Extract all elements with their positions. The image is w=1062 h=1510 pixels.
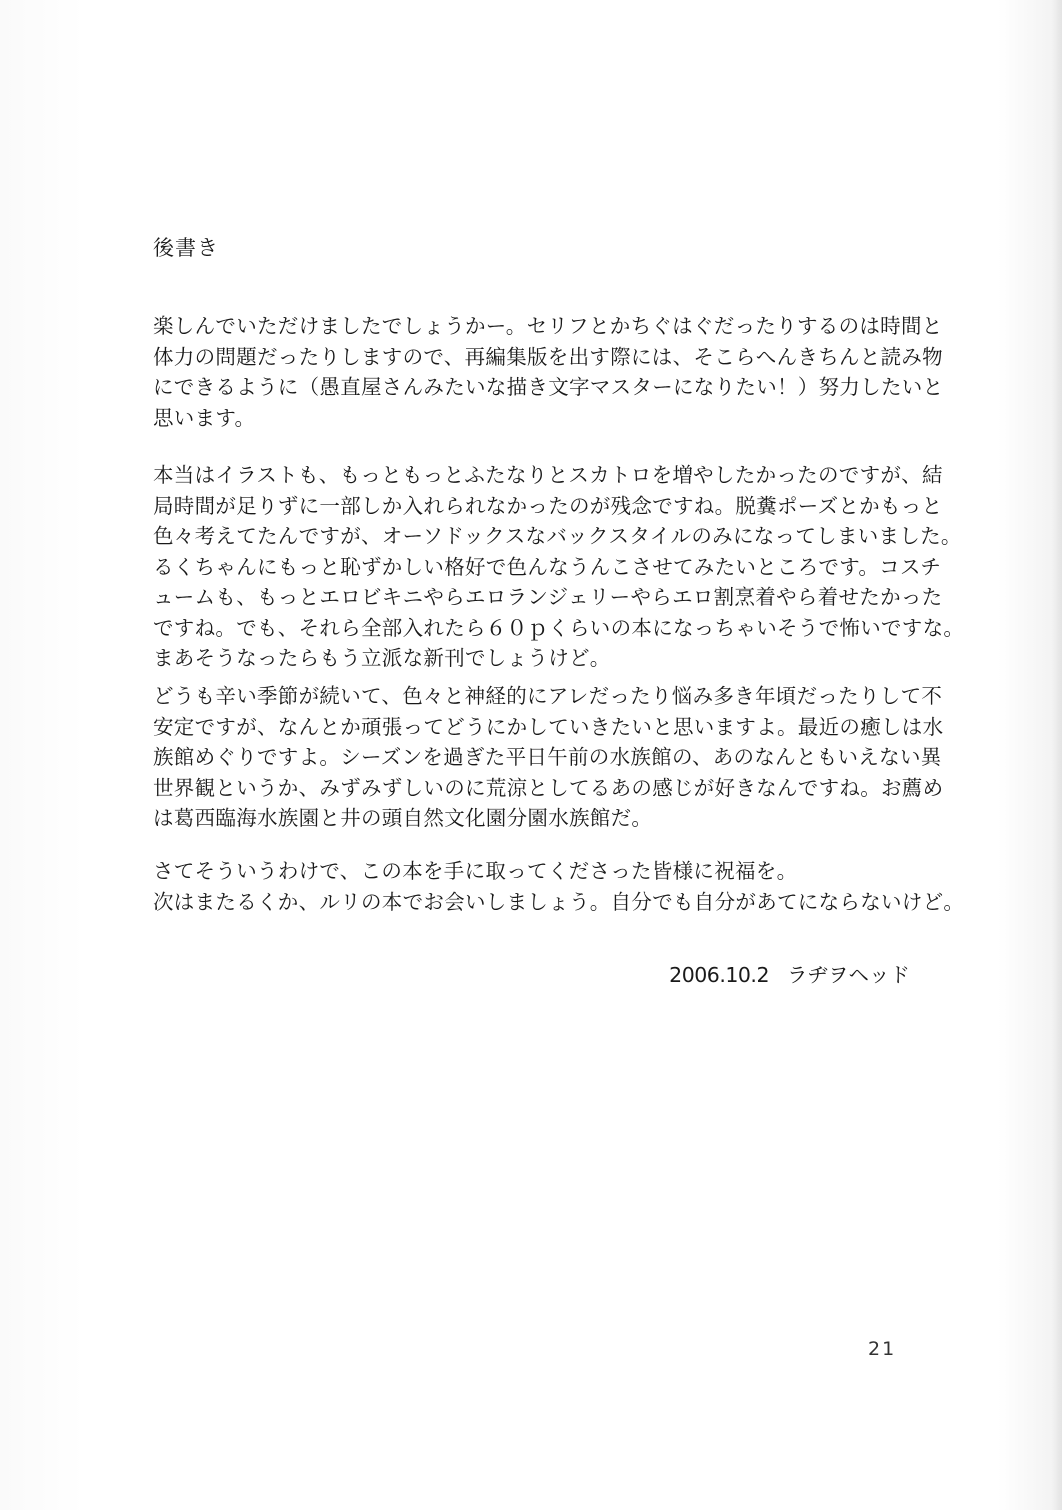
signature-author: ラヂヲヘッド (787, 963, 910, 987)
paragraph-line: ですね。でも、それら全部入れたら６０ｐくらいの本になっちゃいそうで怖いですな。 (153, 615, 965, 640)
paragraph-1 (153, 311, 944, 433)
binding-shadow (1052, 0, 1062, 1510)
paragraph-line: さてそういうわけで、この本を手に取ってくださった皆様に祝福を。 (153, 859, 798, 883)
paragraph-line: 世界観というか、みずみずしいのに荒涼としてるあの感じが好きなんですね。お薦め (153, 775, 944, 800)
page-number: 21 (868, 1338, 897, 1360)
paragraph-line: 族館めぐりですよ。シーズンを過ぎた平日午前の水族館の、あのなんともいえない異 (153, 745, 942, 769)
paragraph-line: まあそうなったらもう立派な新刊でしょうけど。 (153, 646, 611, 670)
paragraph-line: 色々考えてたんですが、オーソドックスなバックスタイルのみになってしまいました。 (153, 524, 962, 548)
paragraph-line: は葛西臨海水族園と井の頭自然文化園分園水族館だ。 (153, 806, 653, 830)
paragraph-line: 本当はイラストも、もっともっとふたなりとスカトロを増やしたかったのですが、結 (153, 463, 943, 487)
paragraph-2 (153, 460, 965, 674)
signature (669, 960, 910, 990)
signature-date: 2006.10.2 (669, 963, 769, 987)
paragraph-line: るくちゃんにもっと恥ずかしい格好で色んなうんこさせてみたいところです。コスチ (153, 554, 942, 579)
paragraph-line: 楽しんでいただけましたでしょうかー。セリフとかちぐはぐだったりするのは時間と (153, 314, 943, 338)
paragraph-line: ュームも、もっとエロビキニやらエロランジェリーやらエロ割烹着やら着せたかった (153, 585, 943, 609)
paragraph-line: 安定ですが、なんとか頑張ってどうにかしていきたいと思いますよ。最近の癒しは水 (153, 714, 944, 739)
afterword-heading: 後書き (153, 236, 219, 260)
paragraph-line: 次はまたるくか、ルリの本でお会いしましょう。自分でも自分があてにならないけど。 (153, 889, 965, 914)
paragraph-line: 局時間が足りずに一部しか入れられなかったのが残念ですね。脱糞ポーズとかもっと (153, 493, 943, 518)
paragraph-line: どうも辛い季節が続いて、色々と神経的にアレだったり悩み多き年頃だったりして不 (153, 684, 943, 708)
paragraph-line: にできるように（愚直屋さんみたいな描き文字マスターになりたい！）努力したいと (153, 375, 944, 399)
paragraph-line: 思います。 (153, 405, 256, 430)
paragraph-line: 体力の問題だったりしますので、再編集版を出す際には、そこらへんきちんと読み物 (153, 344, 943, 369)
paragraph-4 (153, 856, 965, 917)
paragraph-3 (153, 681, 944, 834)
